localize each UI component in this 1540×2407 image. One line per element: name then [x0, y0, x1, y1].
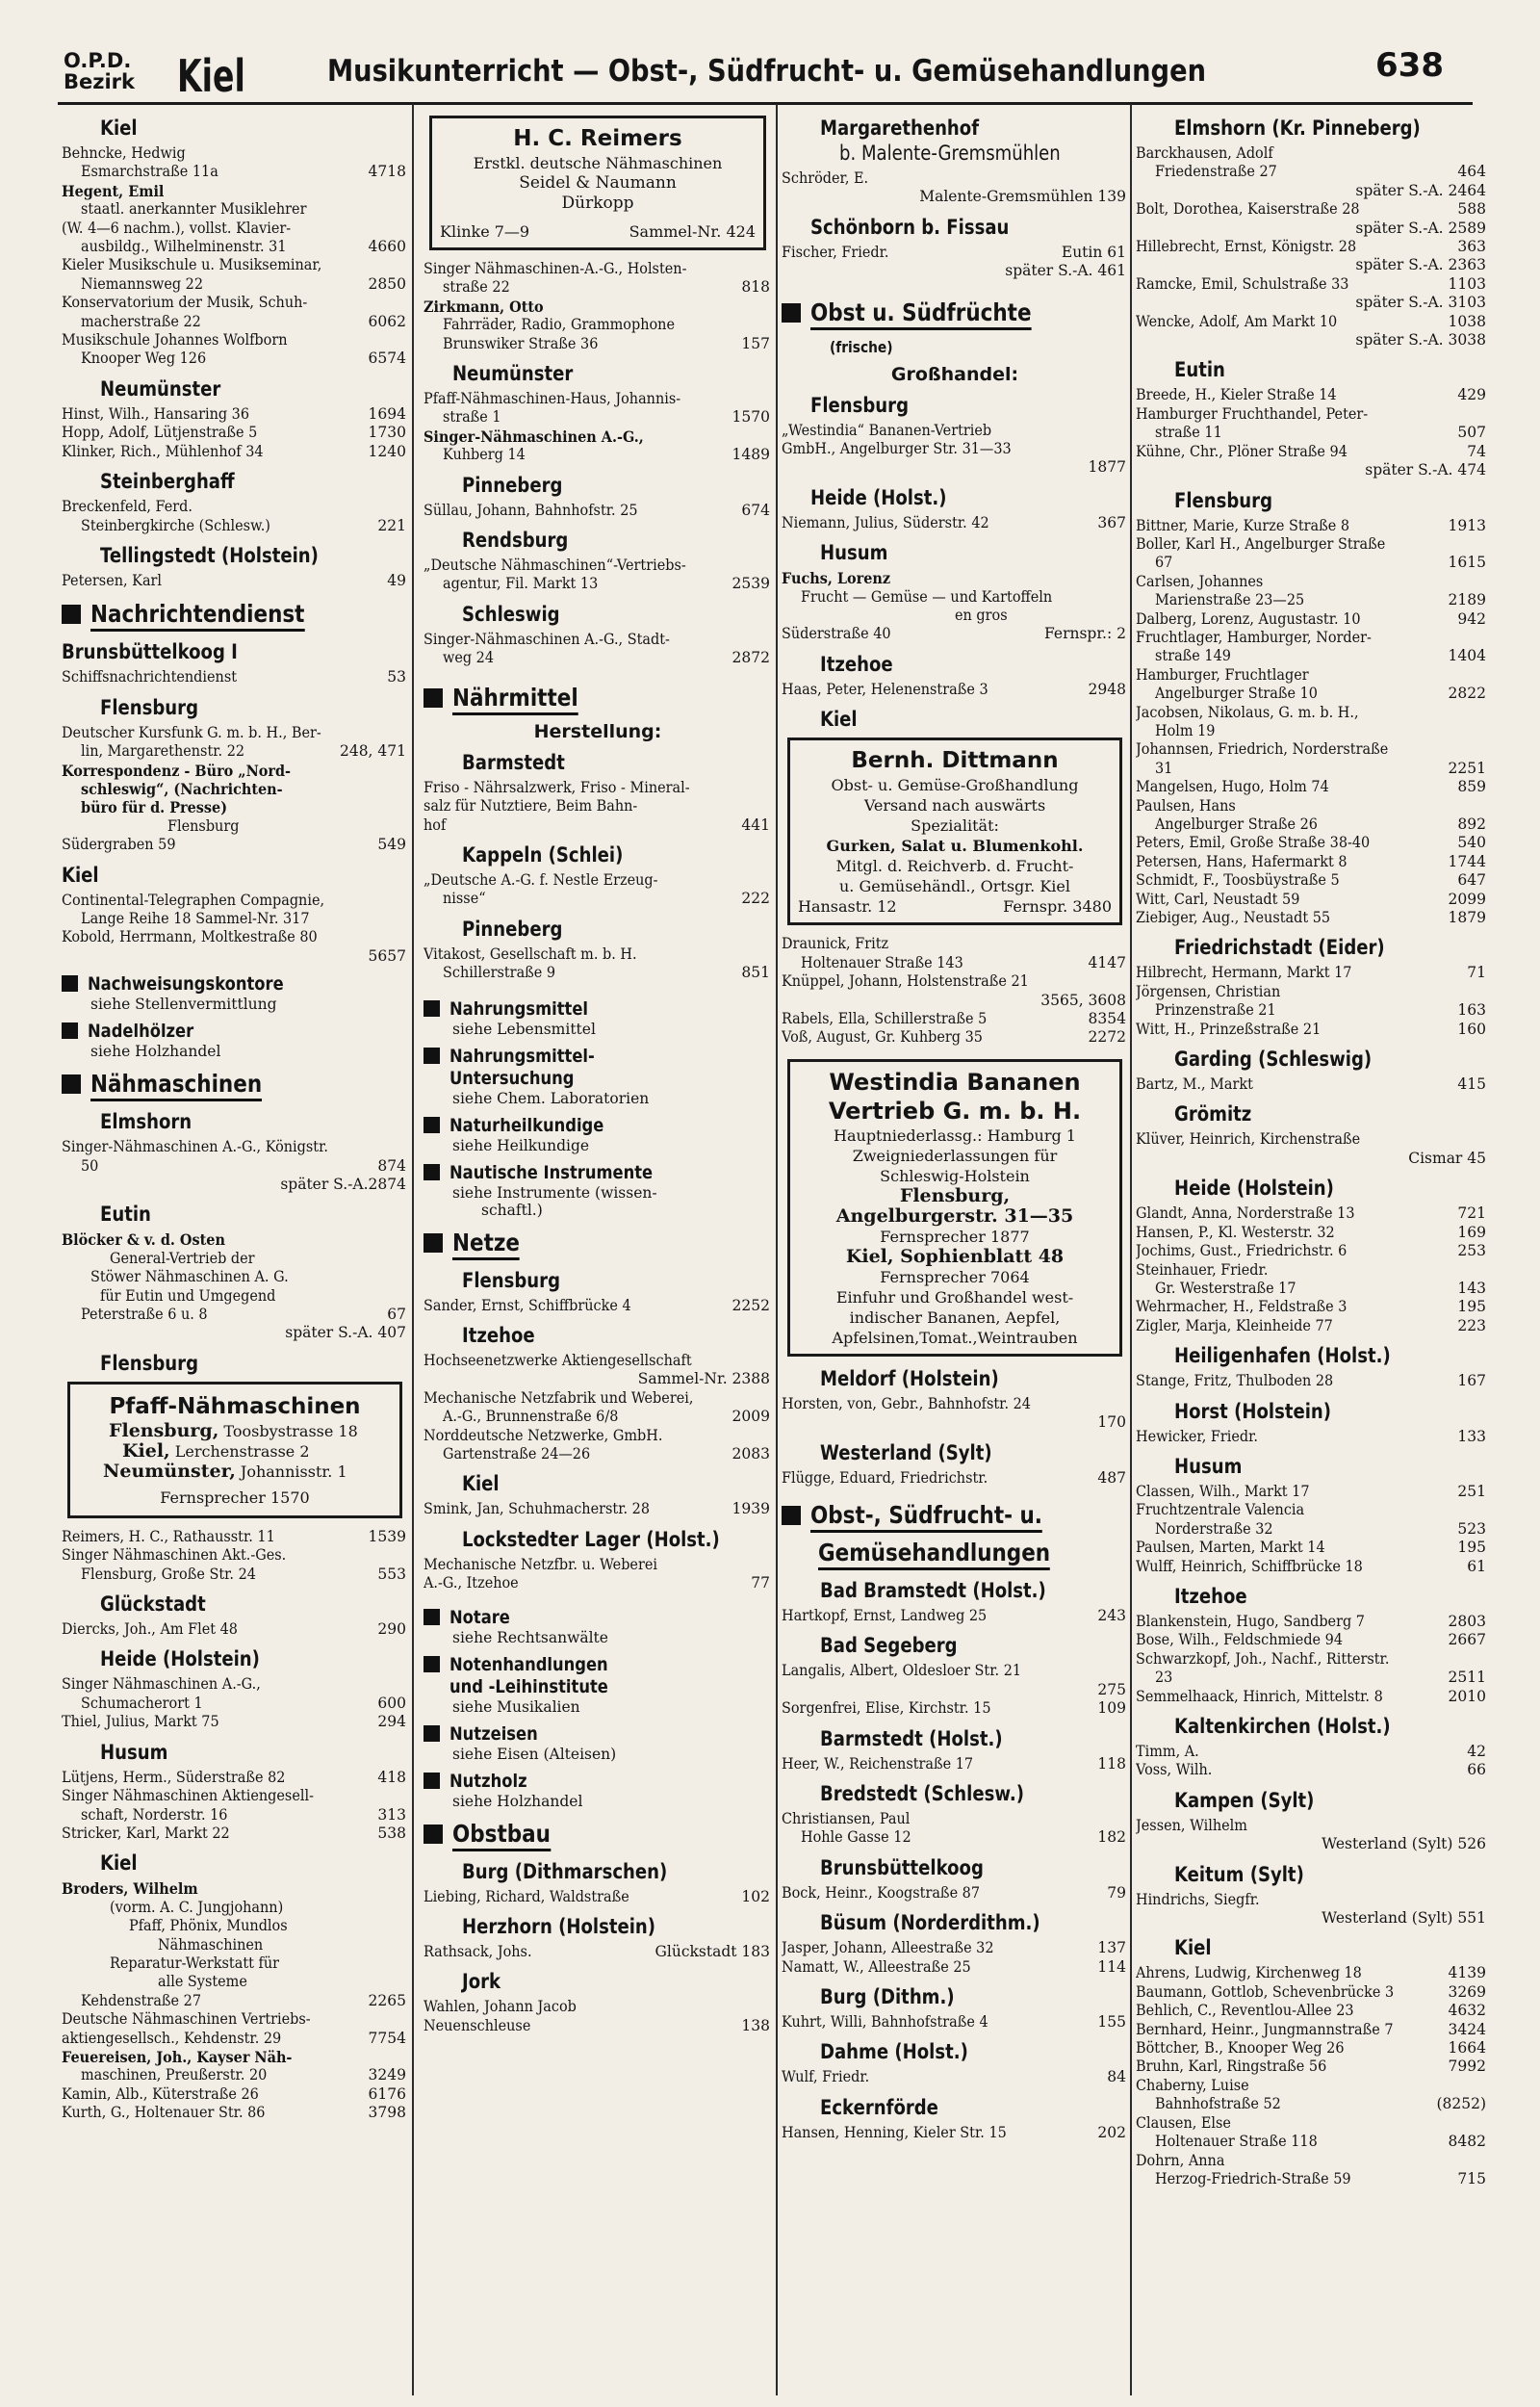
section-heading: Notenhandlungen — [424, 1654, 772, 1676]
section-heading: Nähmaschinen — [62, 1070, 408, 1101]
list-item: Kurth, G., Holtenauer Str. 86 3798 — [62, 2104, 406, 2122]
list-item: Schwarzkopf, Joh., Nachf., Ritterstr. 23 2511 — [1136, 1649, 1486, 1687]
cross-reference: siehe Chem. Laboratorien — [452, 1089, 650, 1107]
list-item: Semmelhaack, Hinrich, Mittelstr. 8 2010 — [1136, 1687, 1486, 1705]
cross-reference: siehe Holzhandel — [452, 1792, 583, 1810]
list-item: Kühne, Chr., Plöner Straße 94 74 später S.-A. 474 — [1136, 442, 1486, 479]
list-item: Deutsche Nähmaschinen Vertriebs- aktiengesellsch., Kehdenstr. 29 7754 — [62, 2010, 406, 2047]
section-marker-icon — [62, 1074, 81, 1094]
cross-reference: siehe Instrumente (wissen- — [452, 1183, 657, 1202]
city-heading: Heide (Holstein) — [1174, 1177, 1334, 1201]
list-item: Bittner, Marie, Kurze Straße 8 1913 — [1136, 516, 1486, 534]
list-item: Singer Nähmaschinen-A.-G., Holsten- straße 22 818 — [424, 260, 770, 297]
city-heading: Elmshorn (Kr. Pinneberg) — [1174, 116, 1421, 140]
list-item: Schiffsnachrichtendienst 53 — [62, 668, 406, 686]
section-heading: Obst u. Südfrüchte — [782, 298, 1128, 330]
city-heading: Grömitz — [1174, 1102, 1252, 1126]
city-heading: Pinneberg — [462, 917, 563, 941]
page-title: Musikunterricht — Obst-, Südfrucht- u. Gemüsehandlungen — [327, 54, 1207, 89]
list-item: Dalberg, Lorenz, Augustastr. 10 942 — [1136, 609, 1486, 628]
list-item: Reimers, H. C., Rathausstr. 11 1539 — [62, 1527, 406, 1545]
column-divider — [776, 104, 778, 2395]
page-header — [58, 46, 1473, 105]
city-heading: Meldorf (Holstein) — [820, 1366, 999, 1390]
list-item: Flügge, Eduard, Friedrichstr. 487 — [782, 1468, 1126, 1487]
list-item: Ziebiger, Aug., Neustadt 55 1879 — [1136, 909, 1486, 927]
list-item: Haas, Peter, Helenenstraße 3 2948 — [782, 680, 1126, 698]
city-heading: Kiel — [100, 1851, 138, 1876]
city-heading: Bad Bramstedt (Holst.) — [820, 1578, 1046, 1602]
city-heading: Lockstedter Lager (Holst.) — [462, 1527, 720, 1551]
section-marker-icon — [782, 303, 801, 323]
city-heading-continued: b. Malente-Gremsmühlen — [839, 142, 1061, 165]
cross-reference: siehe Rechtsanwälte — [452, 1628, 608, 1646]
section-heading: Nutzeisen — [424, 1723, 772, 1746]
city-heading: Dahme (Holst.) — [820, 2040, 968, 2064]
list-item: Hartkopf, Ernst, Landweg 25 243 — [782, 1606, 1126, 1624]
list-item: „Deutsche Nähmaschinen“-Vertriebs- agentur, Fil. Markt 13 2539 — [424, 556, 770, 593]
list-item: Sorgenfrei, Elise, Kirchstr. 15 109 — [782, 1699, 1126, 1718]
list-item: „Deutsche A.-G. f. Nestle Erzeug- nisse“ 222 — [424, 870, 770, 908]
list-item: Zirkmann, Otto Fahrräder, Radio, Grammophone Brunswiker Straße 36 157 — [424, 297, 770, 352]
city-heading: Heide (Holstein) — [100, 1647, 260, 1671]
list-item: Klinker, Rich., Mühlenhof 34 1240 — [62, 442, 406, 460]
section-marker-icon — [62, 605, 81, 624]
city-heading: Glückstadt — [100, 1592, 206, 1617]
list-item: Singer Nähmaschinen Aktiengesell- schaft, Norderstr. 16 313 — [62, 1787, 406, 1824]
section-heading: Nutzholz — [424, 1771, 772, 1793]
list-item: Kuhrt, Willi, Bahnhofstraße 4 155 — [782, 2013, 1126, 2031]
list-item: Fischer, Friedr. Eutin 61 später S.-A. 461 — [782, 243, 1126, 280]
section-marker-icon — [424, 1000, 440, 1017]
section-marker-icon — [424, 1656, 440, 1672]
list-item: „Westindia“ Bananen-Vertrieb GmbH., Angelburger Str. 31—33 1877 — [782, 421, 1126, 477]
section-heading: Nadelhölzer — [62, 1021, 408, 1043]
list-item: Broders, Wilhelm (vorm. A. C. Jungjohann) Pfaff, Phönix, Mundlos Nähmaschinen Reparatur-Werkstatt für alle Systeme Kehdenstraße 27 2265 — [62, 1879, 406, 2009]
list-item: Petersen, Karl 49 — [62, 571, 406, 589]
city-heading: Flensburg — [100, 695, 199, 719]
column-1 — [62, 108, 408, 2395]
list-item: Ahrens, Ludwig, Kirchenweg 18 4139 — [1136, 1964, 1486, 1982]
list-item: Singer-Nähmaschinen A.-G., Stadt- weg 24 2872 — [424, 630, 770, 667]
city-heading: Itzehoe — [1174, 1584, 1247, 1608]
list-item: Jacobsen, Nikolaus, G. m. b. H., Holm 19 — [1136, 703, 1359, 739]
list-item: Hillebrecht, Ernst, Königstr. 28 363 später S.-A. 2363 — [1136, 238, 1486, 274]
column-divider — [412, 104, 414, 2395]
city-heading: Barmstedt (Holst.) — [820, 1726, 1003, 1750]
section-heading: Obstbau — [424, 1820, 772, 1851]
list-item: Musikschule Johannes Wolfborn Knooper Weg 126 6574 — [62, 331, 406, 368]
list-item: Behlich, C., Reventlou-Allee 23 4632 — [1136, 2002, 1486, 2020]
list-item: Breckenfeld, Ferd. Steinbergkirche (Schlesw.) 221 — [62, 498, 406, 534]
section-heading: Nachrichtendienst — [62, 600, 408, 632]
list-item: Fruchtzentrale Valencia Norderstraße 32 523 — [1136, 1501, 1486, 1538]
list-item: Rabels, Ella, Schillerstraße 5 8354 — [782, 1009, 1126, 1027]
city-heading: Westerland (Sylt) — [820, 1440, 992, 1464]
city-heading: Husum — [820, 541, 888, 565]
list-item: Feuereisen, Joh., Kayser Näh- maschinen, Preußerstr. 20 3249 — [62, 2047, 406, 2084]
city-heading: Garding (Schleswig) — [1174, 1048, 1373, 1072]
list-item: Schmidt, F., Toosbüystraße 5 647 — [1136, 871, 1486, 890]
list-item: Pfaff-Nähmaschinen-Haus, Johannis- straße 1 1570 — [424, 390, 770, 427]
section-marker-icon — [424, 1725, 440, 1742]
subsection-heading: (frische) — [830, 337, 893, 356]
list-item: Bock, Heinr., Koogstraße 87 79 — [782, 1883, 1126, 1902]
list-item: Hindrichs, Siegfr. Westerland (Sylt) 551 — [1136, 1890, 1486, 1928]
list-item: Knüppel, Johann, Holstenstraße 21 3565, 3608 — [782, 972, 1126, 1009]
city-heading: Burg (Dithmarschen) — [462, 1859, 668, 1883]
list-item: Singer-Nähmaschinen A.-G., Königstr. 50 874 später S.-A.2874 — [62, 1138, 406, 1193]
section-marker-icon — [424, 1825, 443, 1844]
section-heading: Naturheilkundige — [424, 1115, 772, 1137]
list-item: Johannsen, Friedrich, Norderstraße 31 2251 — [1136, 740, 1486, 777]
list-item: Namatt, W., Alleestraße 25 114 — [782, 1957, 1126, 1976]
list-item: Bolt, Dorothea, Kaiserstraße 28 588 später S.-A. 2589 — [1136, 200, 1486, 237]
section-marker-icon — [424, 1609, 440, 1625]
section-heading: Obst-, Südfrucht- u. — [782, 1501, 1128, 1533]
list-item: Singer-Nähmaschinen A.-G., Kuhberg 14 1489 — [424, 427, 770, 464]
city-heading: Keitum (Sylt) — [1174, 1862, 1304, 1886]
list-item: Wehrmacher, H., Feldstraße 3 195 — [1136, 1298, 1486, 1316]
list-item: Zigler, Marja, Kleinheide 77 223 — [1136, 1316, 1486, 1334]
district-label: O.P.D. Bezirk — [64, 49, 135, 93]
list-item: Jochims, Gust., Friedrichstr. 6 253 — [1136, 1242, 1486, 1260]
list-item: Voß, August, Gr. Kuhberg 35 2272 — [782, 1028, 1126, 1047]
advertisement-box: Bernh. Dittmann Obst- u. Gemüse-Großhandlung Versand nach auswärts Spezialität: Gurken, Salat u. Blumenkohl. Mitgl. d. Reichverb. d. Frucht- u. Gemüsehändl., Ortsgr. Kiel Hansastr. 12 Fernspr. 3480 — [787, 738, 1122, 925]
list-item: Blöcker & v. d. Osten General-Vertrieb der Stöwer Nähmaschinen A. G. für Eutin und Umgegend Peterstraße 6 u. 8 67 später S.-A. 407 — [62, 1230, 406, 1342]
list-item: Petersen, Hans, Hafermarkt 8 1744 — [1136, 852, 1486, 870]
list-item: Klüver, Heinrich, Kirchenstraße Cismar 45 — [1136, 1130, 1486, 1167]
section-heading: Notare — [424, 1607, 772, 1629]
list-item: Hochseenetzwerke Aktiengesellschaft Sammel-Nr. 2388 — [424, 1351, 770, 1388]
cross-reference: siehe Eisen (Alteisen) — [452, 1745, 617, 1763]
section-marker-icon — [62, 975, 78, 992]
list-item: Bartz, M., Markt 415 — [1136, 1075, 1486, 1094]
list-item: Wulff, Heinrich, Schiffbrücke 18 61 — [1136, 1557, 1486, 1575]
list-item: Singer Nähmaschinen Akt.-Ges. Flensburg, Große Str. 24 553 — [62, 1546, 406, 1583]
column-4 — [1136, 108, 1488, 2395]
section-heading: Nahrungsmittel — [424, 998, 772, 1021]
city-heading: Schönborn b. Fissau — [810, 215, 1010, 239]
city-heading: Friedrichstadt (Eider) — [1174, 936, 1385, 960]
list-item: Glandt, Anna, Norderstraße 13 721 — [1136, 1204, 1486, 1223]
list-item: Wencke, Adolf, Am Markt 10 1038 später S.-A. 3038 — [1136, 312, 1486, 349]
list-item: Smink, Jan, Schuhmacherstr. 28 1939 — [424, 1500, 770, 1518]
city-heading: Flensburg — [810, 393, 910, 417]
list-item: Clausen, Else Holtenauer Straße 118 8482 — [1136, 2113, 1486, 2151]
list-item: Hamburger, Fruchtlager Angelburger Straße 10 2822 — [1136, 665, 1486, 703]
list-item: Steinhauer, Friedr. Gr. Westerstraße 17 143 — [1136, 1260, 1486, 1297]
section-marker-icon — [424, 1773, 440, 1789]
section-heading-continued: Gemüsehandlungen — [782, 1539, 1128, 1570]
list-item: Bose, Wilh., Feldschmiede 94 2667 — [1136, 1631, 1486, 1649]
list-item: Vitakost, Gesellschaft m. b. H. Schillerstraße 9 851 — [424, 945, 770, 982]
list-item: Langalis, Albert, Oldesloer Str. 21 275 — [782, 1662, 1126, 1698]
section-marker-icon — [424, 1233, 443, 1253]
list-item: Süllau, Johann, Bahnhofstr. 25 674 — [424, 501, 770, 519]
list-item: Paulsen, Hans Angelburger Straße 26 892 — [1136, 796, 1486, 833]
list-item: Ramcke, Emil, Schulstraße 33 1103 später S.-A. 3103 — [1136, 274, 1486, 312]
list-item: Blankenstein, Hugo, Sandberg 7 2803 — [1136, 1612, 1486, 1630]
column-3 — [782, 108, 1128, 2395]
list-item: Boller, Karl H., Angelburger Straße 67 1615 — [1136, 534, 1486, 572]
list-item: Jörgensen, Christian Prinzenstraße 21 163 — [1136, 982, 1486, 1020]
city-heading: Pinneberg — [462, 473, 563, 497]
list-item: Mangelsen, Hugo, Holm 74 859 — [1136, 778, 1486, 796]
list-item: Chaberny, Luise Bahnhofstraße 52 (8252) — [1136, 2076, 1486, 2113]
city-heading: Tellingstedt (Holstein) — [100, 543, 319, 567]
city-heading: Neumünster — [100, 376, 221, 401]
city-heading: Neumünster — [452, 362, 574, 386]
list-item: Bernhard, Heinr., Jungmannstraße 7 3424 — [1136, 2020, 1486, 2038]
list-item: Diercks, Joh., Am Flet 48 290 — [62, 1620, 406, 1639]
city-heading: Husum — [1174, 1454, 1243, 1478]
list-item: Heer, W., Reichenstraße 17 118 — [782, 1754, 1126, 1773]
list-item: Mechanische Netzfabrik und Weberei, A.-G., Brunnenstraße 6/8 2009 — [424, 1388, 770, 1426]
list-item: Böttcher, B., Knooper Weg 26 1664 — [1136, 2039, 1486, 2058]
list-item: Hamburger Fruchthandel, Peter- straße 11 507 — [1136, 404, 1486, 442]
list-item: Wulf, Friedr. 84 — [782, 2068, 1126, 2086]
city-heading: Jork — [462, 1970, 501, 1994]
list-item: Korrespondenz - Büro „Nord- schleswig“, (Nachrichten- büro für d. Presse) Flensburg Südergraben 59 549 — [62, 761, 406, 854]
list-item: Bruhn, Karl, Ringstraße 56 7992 — [1136, 2058, 1486, 2076]
section-marker-icon — [782, 1506, 801, 1525]
list-item: Peters, Emil, Große Straße 38-40 540 — [1136, 834, 1486, 852]
list-item: Jasper, Johann, Alleestraße 32 137 — [782, 1939, 1126, 1957]
city-heading: Horst (Holstein) — [1174, 1399, 1332, 1423]
list-item: Barckhausen, Adolf Friedenstraße 27 464 später S.-A. 2464 — [1136, 144, 1486, 199]
cross-reference: siehe Stellenvermittlung — [90, 996, 277, 1014]
section-heading: Nahrungsmittel- — [424, 1046, 772, 1068]
city-heading: Kappeln (Schlei) — [462, 842, 624, 867]
city-heading: Eutin — [1174, 358, 1225, 382]
cross-reference: siehe Musikalien — [452, 1697, 580, 1716]
city-heading: Kiel — [820, 708, 858, 732]
list-item: Stricker, Karl, Markt 22 538 — [62, 1824, 406, 1842]
cross-reference: siehe Lebensmittel — [452, 1020, 596, 1038]
subsection-heading: Großhandel: — [890, 363, 1019, 385]
cross-reference: siehe Holzhandel — [90, 1043, 221, 1061]
city-heading: Kampen (Sylt) — [1174, 1788, 1315, 1812]
list-item: Behncke, Hedwig Esmarchstraße 11a 4718 — [62, 144, 406, 181]
city-heading: Kiel — [1174, 1936, 1212, 1960]
city-heading: Kiel — [62, 863, 99, 887]
page-number: 638 — [1375, 46, 1444, 85]
city-heading: Eckernförde — [820, 2095, 938, 2119]
list-item: Lütjens, Herm., Süderstraße 82 418 — [62, 1768, 406, 1786]
city-heading: Herzhorn (Holstein) — [462, 1915, 655, 1938]
column-divider — [1130, 104, 1132, 2395]
section-marker-icon — [424, 1117, 440, 1133]
list-item: Mechanische Netzfbr. u. Weberei A.-G., Itzehoe 77 — [424, 1555, 770, 1592]
city-heading: Brunsbüttelkoog — [820, 1855, 984, 1879]
list-item: Hilbrecht, Hermann, Markt 17 71 — [1136, 964, 1486, 982]
city-heading: Kiel — [462, 1472, 500, 1496]
list-item: Hansen, P., Kl. Westerstr. 32 169 — [1136, 1223, 1486, 1241]
list-item: Sander, Ernst, Schiffbrücke 4 2252 — [424, 1296, 770, 1314]
city-heading: Barmstedt — [462, 750, 565, 774]
list-item: Niemann, Julius, Süderstr. 42 367 — [782, 513, 1126, 531]
city-heading: Bredstedt (Schlesw.) — [820, 1781, 1024, 1805]
advertisement-box: Pfaff-Nähmaschinen Flensburg, Toosbystrasse 18 Kiel, Lerchenstrasse 2 Neumünster, Johannisstr. 1 Fernsprecher 1570 — [67, 1382, 402, 1518]
city-heading: Kiel — [100, 116, 138, 140]
list-item: Witt, Carl, Neustadt 59 2099 — [1136, 890, 1486, 908]
list-item: Thiel, Julius, Markt 75 294 — [62, 1713, 406, 1731]
city-heading: Flensburg — [1174, 488, 1273, 512]
advertisement-box: Westindia Bananen Vertrieb G. m. b. H. Hauptniederlassg.: Hamburg 1 Zweigniederlassungen für Schleswig-Holstein Flensburg, Angelburgerstr. 31—35 Fernsprecher 1877 Kiel, Sophienblatt 48 Fernsprecher 7064 Einfuhr und Großhandel west- indischer Bananen, Aepfel, Apfelsinen,Tomat.,Weintrauben — [787, 1059, 1122, 1357]
list-item: Wahlen, Johann Jacob Neuenschleuse 138 — [424, 1998, 770, 2034]
section-heading-continued: Untersuchung — [449, 1067, 575, 1089]
city-heading: Margarethenhof — [820, 116, 980, 140]
list-item: Hewicker, Friedr. 133 — [1136, 1427, 1486, 1445]
list-item: Kobold, Herrmann, Moltkestraße 80 5657 — [62, 928, 406, 965]
city-heading: Steinberghaff — [100, 470, 235, 494]
section-marker-icon — [424, 688, 443, 708]
list-item: Hansen, Henning, Kieler Str. 15 202 — [782, 2123, 1126, 2141]
list-item: Hopp, Adolf, Lütjenstraße 5 1730 — [62, 424, 406, 442]
list-item: Fruchtlager, Hamburger, Norder- straße 149 1404 — [1136, 628, 1486, 665]
list-item: Friso - Nährsalzwerk, Friso - Mineral- salz für Nutztiere, Beim Bahn- hof 441 — [424, 778, 770, 834]
city-heading: Heiligenhafen (Holst.) — [1174, 1344, 1391, 1368]
list-item: Hinst, Wilh., Hansaring 36 1694 — [62, 404, 406, 423]
city-heading: Schleswig — [462, 602, 560, 626]
header-city: Kiel — [177, 50, 245, 102]
list-item: Fuchs, Lorenz Frucht — Gemüse — und Kartoffeln en gros Süderstraße 40 Fernspr.: 2 — [782, 569, 1126, 643]
city-heading: Heide (Holst.) — [810, 485, 947, 509]
list-item: Jessen, Wilhelm Westerland (Sylt) 526 — [1136, 1816, 1486, 1853]
list-item: Stange, Fritz, Thulboden 28 167 — [1136, 1372, 1486, 1390]
list-item: Deutscher Kursfunk G. m. b. H., Ber- lin, Margarethenstr. 22 248, 471 — [62, 723, 406, 761]
cross-reference: schaftl.) — [481, 1201, 543, 1219]
list-item: Horsten, von, Gebr., Bahnhofstr. 24 170 — [782, 1394, 1126, 1432]
list-item: Norddeutsche Netzwerke, GmbH. Gartenstraße 24—26 2083 — [424, 1426, 770, 1462]
advertisement-box: H. C. Reimers Erstkl. deutsche Nähmaschinen Seidel & Naumann Dürkopp Klinke 7—9 Sammel-Nr. 424 — [429, 116, 766, 250]
list-item: Witt, H., Prinzeßstraße 21 160 — [1136, 1020, 1486, 1038]
list-item: Carlsen, Johannes Marienstraße 23—25 2189 — [1136, 572, 1486, 609]
list-item: Hegent, Emil staatl. anerkannter Musiklehrer (W. 4—6 nachm.), vollst. Klavier- ausbildg., Wilhelminenstr. 31 4660 — [62, 181, 406, 256]
list-item: Classen, Wilh., Markt 17 251 — [1136, 1482, 1486, 1500]
subsection-heading: Herstellung: — [533, 720, 662, 742]
section-marker-icon — [424, 1048, 440, 1064]
list-item: Konservatorium der Musik, Schuh- macherstraße 22 6062 — [62, 294, 406, 330]
city-heading: Itzehoe — [820, 652, 893, 676]
city-heading: Rendsburg — [462, 529, 569, 553]
city-heading: Elmshorn — [100, 1110, 192, 1134]
section-heading: Netze — [424, 1229, 772, 1260]
list-item: Dohrn, Anna Herzog-Friedrich-Straße 59 715 — [1136, 2151, 1486, 2187]
list-item: Voss, Wilh. 66 — [1136, 1761, 1486, 1779]
city-heading: Itzehoe — [462, 1323, 535, 1347]
column-2 — [424, 108, 772, 2395]
list-item: Liebing, Richard, Waldstraße 102 — [424, 1887, 770, 1905]
city-heading: Kaltenkirchen (Holst.) — [1174, 1715, 1391, 1738]
list-item: Continental-Telegraphen Compagnie, Lange Reihe 18 Sammel-Nr. 317 — [62, 891, 325, 927]
city-heading: Eutin — [100, 1203, 151, 1227]
list-item: Kamin, Alb., Küterstraße 26 6176 — [62, 2084, 406, 2103]
list-item: Paulsen, Marten, Markt 14 195 — [1136, 1539, 1486, 1557]
list-item: Draunick, Fritz Holtenauer Straße 143 4147 — [782, 935, 1126, 971]
list-item: Schröder, E. Malente-Gremsmühlen 139 — [782, 169, 1126, 206]
city-heading: Flensburg — [462, 1268, 561, 1292]
list-item: Singer Nähmaschinen A.-G., Schumacherort 1 600 — [62, 1675, 406, 1712]
city-heading: Bad Segeberg — [820, 1634, 958, 1658]
section-heading: Nachweisungskontore — [62, 973, 408, 996]
list-item: Baumann, Gottlob, Schevenbrücke 3 3269 — [1136, 1982, 1486, 2001]
list-item: Breede, H., Kieler Straße 14 429 — [1136, 386, 1486, 404]
city-heading: Brunsbüttelkoog I — [62, 640, 238, 664]
city-heading: Burg (Dithm.) — [820, 1985, 955, 2008]
list-item: Rathsack, Johs. Glückstadt 183 — [424, 1943, 770, 1960]
section-heading-continued: und -Leihinstitute — [449, 1675, 608, 1697]
section-marker-icon — [62, 1022, 78, 1039]
city-heading: Flensburg — [100, 1351, 199, 1375]
city-heading: Husum — [100, 1740, 168, 1764]
city-heading: Büsum (Norderdithm.) — [820, 1911, 1040, 1935]
section-heading: Nährmittel — [424, 684, 772, 715]
list-item: Kieler Musikschule u. Musikseminar, Niemannsweg 22 2850 — [62, 256, 406, 293]
list-item: Christiansen, Paul Hohle Gasse 12 182 — [782, 1809, 1126, 1847]
section-marker-icon — [424, 1164, 440, 1180]
cross-reference: siehe Heilkundige — [452, 1136, 590, 1154]
section-heading: Nautische Instrumente — [424, 1162, 772, 1184]
list-item: Timm, A. 42 — [1136, 1743, 1486, 1760]
